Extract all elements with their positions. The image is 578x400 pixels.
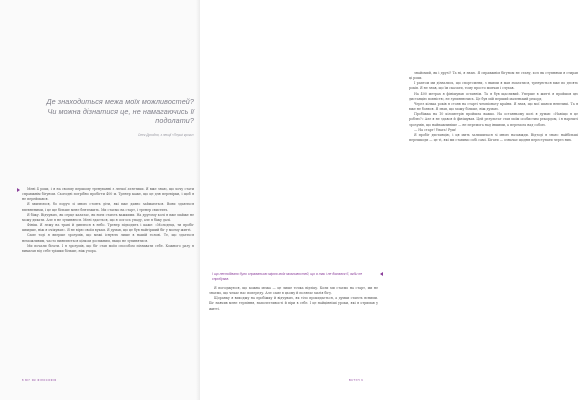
right-page-body-bottom bbox=[209, 286, 378, 312]
running-title: ВСТУП bbox=[349, 379, 361, 382]
highlighted-aside: І що несподівано було справжньою мірою моїх можливостей, що я так і не дізнався б, якби не спробував. bbox=[212, 272, 363, 281]
aside-marker-icon bbox=[380, 272, 383, 276]
page-number: 9 bbox=[361, 379, 364, 382]
left-page-footer bbox=[22, 379, 57, 382]
paragraph: Я хвилююся, бо поруч зі мною стоять діти, які вже давно займаються. Вони здаються впевненими, і це ще більше мене бентежить. Ми стаємо на старт, і тренер свистить. bbox=[22, 202, 194, 212]
left-page-body bbox=[22, 187, 194, 254]
paragraph-marker-icon bbox=[17, 188, 20, 192]
pull-quote: Де знаходиться межа моїх можливостей? Чи можна дізнатися це, не намагаючись її подолати? bbox=[46, 97, 194, 126]
paragraph: Саме тоді я вперше зрозумів, що межі існують лише в нашій голові. Те, що здається неможливим, часто виявляється цілком досяжним, якщо не зупинятися. bbox=[22, 233, 194, 243]
right-page-footer bbox=[349, 379, 363, 382]
running-title: БІГ ЯК ФІЛОСОФІЯ bbox=[25, 379, 57, 382]
paragraph: знайомий, як і друзі? Та ні, я знаю. Я справжнім бігуном не стану, хоч як ступнями я стирав ці роки. bbox=[409, 71, 578, 81]
paragraph: І раптом ми дізнались, що спортсмени, з якими я мав змагатися, тренуються вже по десять років. Я не знав, що їм сказати, тому просто мовчав і слухав. bbox=[409, 81, 578, 91]
right-page bbox=[200, 0, 578, 400]
paragraph: Я пробіг дистанцію, і ця мить залишилася зі мною назавжди. Відтоді я знаю: найбільші перешкоди — це ті, які ми ставимо собі самі. Бігати — означає щодня переступати через них. bbox=[409, 132, 578, 143]
page-number: 8 bbox=[22, 379, 24, 382]
paragraph: Пробіжка на 10 кілометрів пройшла важко. На останньому колі я думав: «Навіщо я це роблю?» Але я не здався й фінішував. Цей результат став моїм особистим рекордом, і я нарешті зрозумів, що найважливіше — не перемога над іншими, а перемога над собою. bbox=[409, 112, 578, 127]
paragraph: На 400 метрах я фінішував останнім. Та я був щасливий. Уперше в житті я пройшов цю дистанцію повністю, не зупиняючись. Це був мій перший маленький рекорд. bbox=[409, 91, 578, 101]
paragraph: Фініш. Я лежу на траві й дивлюся в небо. Тренер підходить і каже: «Молодець, ти пробіг швидше, ніж я очікував». Я не вірю своїм вухам. Я думав, що це був найгірший біг у моєму житті. bbox=[22, 223, 194, 233]
pull-quote-attribution: Олег Дроздов, з лекції «Перші кроки» bbox=[137, 133, 194, 137]
paragraph: Ми почали бігати. І я зрозумів, що біг став моїм способом пізнавати себе. Кожного разу я вимагав від себе трішки більше, ніж учора. bbox=[22, 243, 194, 253]
paragraph: Я погоджуюся, що кожна межа — це лише точка відліку. Коли ми стаємо на старт, ми не знаємо, що чекає нас попереду. Але саме в цьому й полягає магія бігу. bbox=[209, 286, 378, 296]
left-page bbox=[0, 0, 200, 400]
paragraph: Мені 4 роки, і я на своєму першому тренуванні з легкої атлетики. Я вже знаю, що хочу стати справжнім бігуном. Сьогодні потрібно пробігти 400 м. Тренер каже, що це для перевірки, і щоб я не переймався. bbox=[22, 187, 194, 202]
paragraph: Я біжу. Відчуваю, як серце калатає, як ноги стають важкими. На другому колі я вже майже не можу дихати. Але я не зупиняюся. Мені здається, що я ось-ось упаду, але я біжу далі. bbox=[22, 212, 194, 222]
paragraph: Щоранку я виходжу на пробіжку й відчуваю, як тіло прокидається, а думки стають ясними. Біг навчив мене терпіння, наполегливості й віри в себе. І це найцінніші уроки, які я отримав у житті. bbox=[209, 296, 378, 311]
right-page-body-top bbox=[409, 71, 578, 143]
paragraph: Через кілька років я стояв на старті чемпіонату країни. Я знав, що мої шанси невеликі. Та я вже не боявся. Я знав, що можу більше, ніж думаю. bbox=[409, 101, 578, 112]
paragraph: — На старт! Увага! Руш! bbox=[414, 127, 457, 132]
